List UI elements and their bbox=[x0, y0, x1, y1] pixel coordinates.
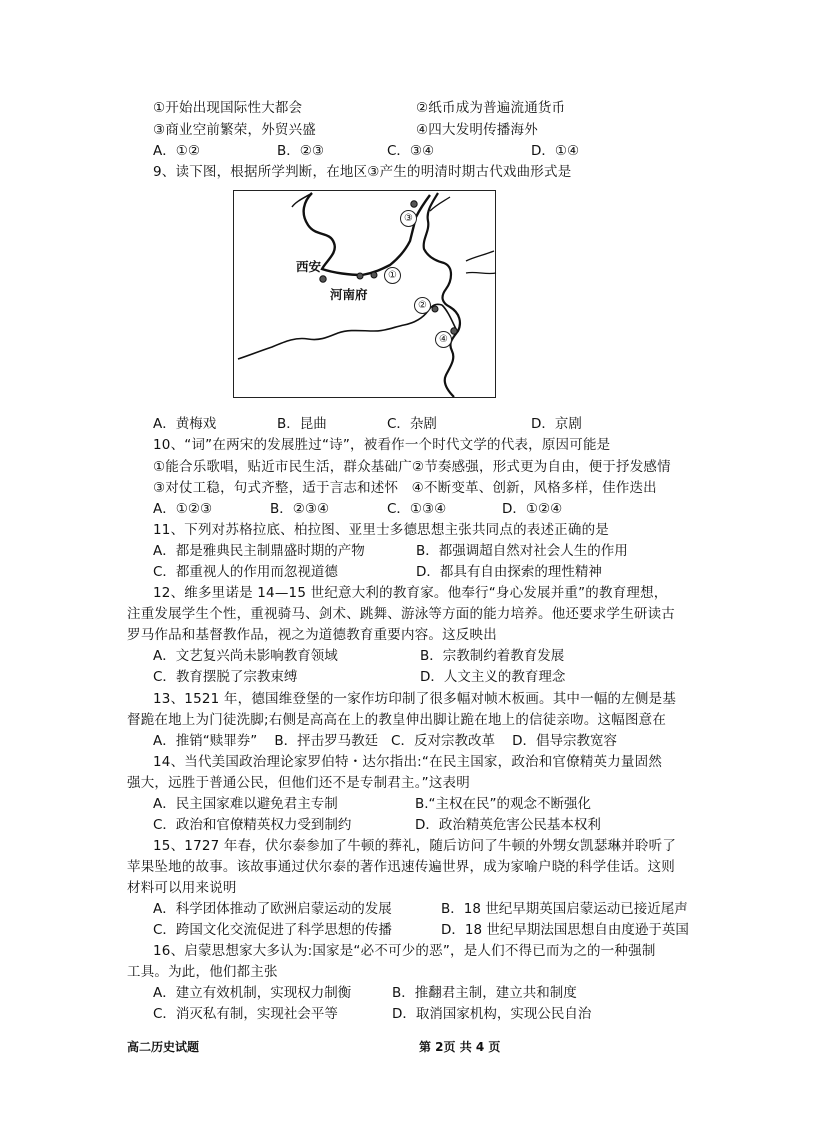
q10-option-a: A．①②③ bbox=[153, 501, 213, 517]
site-3-dot bbox=[411, 201, 417, 207]
q14-option-d: D．政治精英危害公民基本权利 bbox=[415, 817, 601, 833]
q11-option-d: D．都具有自由探索的理性精神 bbox=[416, 564, 602, 580]
q11-option-a: A．都是雅典民主制鼎盛时期的产物 bbox=[153, 543, 365, 559]
q8-option-c: C．③④ bbox=[387, 143, 435, 159]
q14-option-b: B.“主权在民”的观念不断强化 bbox=[415, 796, 592, 812]
q9-stem: 9、读下图，根据所学判断，在地区③产生的明清时期古代戏曲形式是 bbox=[153, 164, 572, 180]
q9-option-b: B．昆曲 bbox=[277, 416, 327, 432]
q15-option-a: A．科学团体推动了欧洲启蒙运动的发展 bbox=[153, 901, 392, 917]
q11-option-c: C．都重视人的作用而忽视道德 bbox=[153, 564, 338, 580]
q12-line-2: 注重发展学生个性，重视骑马、剑术、跳舞、游泳等方面的能力培养。他还要求学生研读古 bbox=[127, 606, 675, 622]
q10-option-c: C．①③④ bbox=[387, 501, 447, 517]
map-marker-4: ④ bbox=[435, 331, 452, 348]
q12-line-1: 12、维多里诺是 14—15 世纪意大利的教育家。他奉行“身心发展并重”的教育理想， bbox=[153, 585, 668, 601]
q8-item-1: ①开始出现国际性大都会 bbox=[153, 100, 303, 116]
q12-option-c: C．教育摆脱了宗教束缚 bbox=[153, 669, 298, 685]
q15-option-c: C．跨国文化交流促进了科学思想的传播 bbox=[153, 922, 392, 938]
q9-map bbox=[233, 190, 496, 398]
q14-option-c: C．政治和官僚精英权力受到制约 bbox=[153, 817, 352, 833]
q12-option-d: D．人文主义的教育理念 bbox=[420, 669, 566, 685]
q8-item-2: ②纸币成为普遍流通货币 bbox=[416, 100, 566, 116]
yangtze-river bbox=[238, 304, 442, 359]
q9-option-c: C．杂剧 bbox=[387, 416, 437, 432]
q13-line-1: 13、1521 年，德国维登堡的一家作坊印制了很多幅对帧木板画。其中一幅的左侧是基 bbox=[153, 691, 677, 707]
map-marker-3: ③ bbox=[400, 210, 417, 227]
q10-option-d: D．①②④ bbox=[502, 501, 563, 517]
xian-dot bbox=[320, 276, 326, 282]
q16-line-2: 工具。为此，他们都主张 bbox=[127, 964, 278, 980]
q10-option-b: B．②③④ bbox=[270, 501, 330, 517]
q15-option-d: D．18 世纪早期法国思想自由度逊于英国 bbox=[441, 922, 689, 938]
henanfu-dot bbox=[357, 273, 363, 279]
site-2-dot bbox=[432, 306, 438, 312]
q15-option-b: B．18 世纪早期英国启蒙运动已接近尾声 bbox=[441, 901, 688, 917]
q15-line-1: 15、1727 年春，伏尔泰参加了牛顿的葬礼，随后访问了牛顿的外甥女凯瑟琳并聆听了 bbox=[153, 838, 677, 854]
q16-option-a: A．建立有效机制，实现权力制衡 bbox=[153, 985, 352, 1001]
q11-option-b: B．都强调超自然对社会人生的作用 bbox=[416, 543, 628, 559]
site-1-dot bbox=[371, 272, 377, 278]
q8-option-a: A．①② bbox=[153, 143, 200, 159]
q14-line-2: 强大，远胜于普通公民，但他们还不是专制君主。”这表明 bbox=[127, 775, 470, 791]
q15-line-2: 苹果坠地的故事。该故事通过伏尔泰的著作迅速传遍世界，成为家喻户晓的科学佳话。这则 bbox=[127, 859, 675, 875]
map-label-henanfu: 河南府 bbox=[330, 287, 368, 302]
q8-option-d: D．①④ bbox=[531, 143, 580, 159]
q10-line-1: ①能合乐歌唱，贴近市民生活，群众基础广②节奏感强，形式更为自由，便于抒发感情 bbox=[153, 459, 671, 475]
q13-line-2: 督跪在地上为门徒洗脚;右侧是高高在上的教皇伸出脚让跪在地上的信徒亲吻。这幅图意在 bbox=[127, 712, 667, 728]
coastline bbox=[424, 193, 460, 397]
q15-line-3: 材料可以用来说明 bbox=[127, 880, 237, 896]
q13-options: A．推销“赎罪券” B．抨击罗马教廷 C．反对宗教改革 D．倡导宗教宽容 bbox=[153, 733, 618, 749]
footer-page-number: 第 2页 共 4 页 bbox=[419, 1040, 501, 1054]
q10-line-2: ③对仗工稳，句式齐整，适于言志和述怀 ④不断变革、创新，风格多样，佳作迭出 bbox=[153, 480, 657, 496]
q12-option-b: B．宗教制约着教育发展 bbox=[420, 648, 565, 664]
q16-option-d: D．取消国家机构，实现公民自治 bbox=[392, 1006, 592, 1022]
q8-option-b: B．②③ bbox=[277, 143, 324, 159]
site-4-dot bbox=[451, 328, 457, 334]
q10-stem: 10、“词”在两宋的发展胜过“诗”，被看作一个时代文学的代表，原因可能是 bbox=[153, 437, 611, 453]
q8-item-3: ③商业空前繁荣，外贸兴盛 bbox=[153, 122, 317, 138]
q12-option-a: A．文艺复兴尚未影响教育领域 bbox=[153, 648, 338, 664]
q14-line-1: 14、当代美国政治理论家罗伯特・达尔指出:“在民主国家，政治和官僚精英力量固然 bbox=[153, 754, 663, 770]
q12-line-3: 罗马作品和基督教作品，视之为道德教育重要内容。这反映出 bbox=[127, 627, 497, 643]
map-label-xian: 西安 bbox=[296, 259, 322, 274]
map-marker-1: ① bbox=[384, 267, 401, 284]
q14-option-a: A．民主国家难以避免君主专制 bbox=[153, 796, 338, 812]
q16-option-c: C．消灭私有制，实现社会平等 bbox=[153, 1006, 338, 1022]
q16-option-b: B．推翻君主制，建立共和制度 bbox=[392, 985, 577, 1001]
q11-stem: 11、下列对苏格拉底、柏拉图、亚里士多德思想主张共同点的表述正确的是 bbox=[153, 522, 609, 538]
footer-subject: 高二历史试题 bbox=[127, 1040, 200, 1054]
q9-option-d: D．京剧 bbox=[531, 416, 582, 432]
q9-option-a: A．黄梅戏 bbox=[153, 416, 217, 432]
q16-line-1: 16、启蒙思想家大多认为:国家是“必不可少的恶”，是人们不得已而为之的一种强制 bbox=[153, 943, 656, 959]
map-marker-2: ② bbox=[414, 297, 431, 314]
q8-item-4: ④四大发明传播海外 bbox=[416, 122, 538, 138]
